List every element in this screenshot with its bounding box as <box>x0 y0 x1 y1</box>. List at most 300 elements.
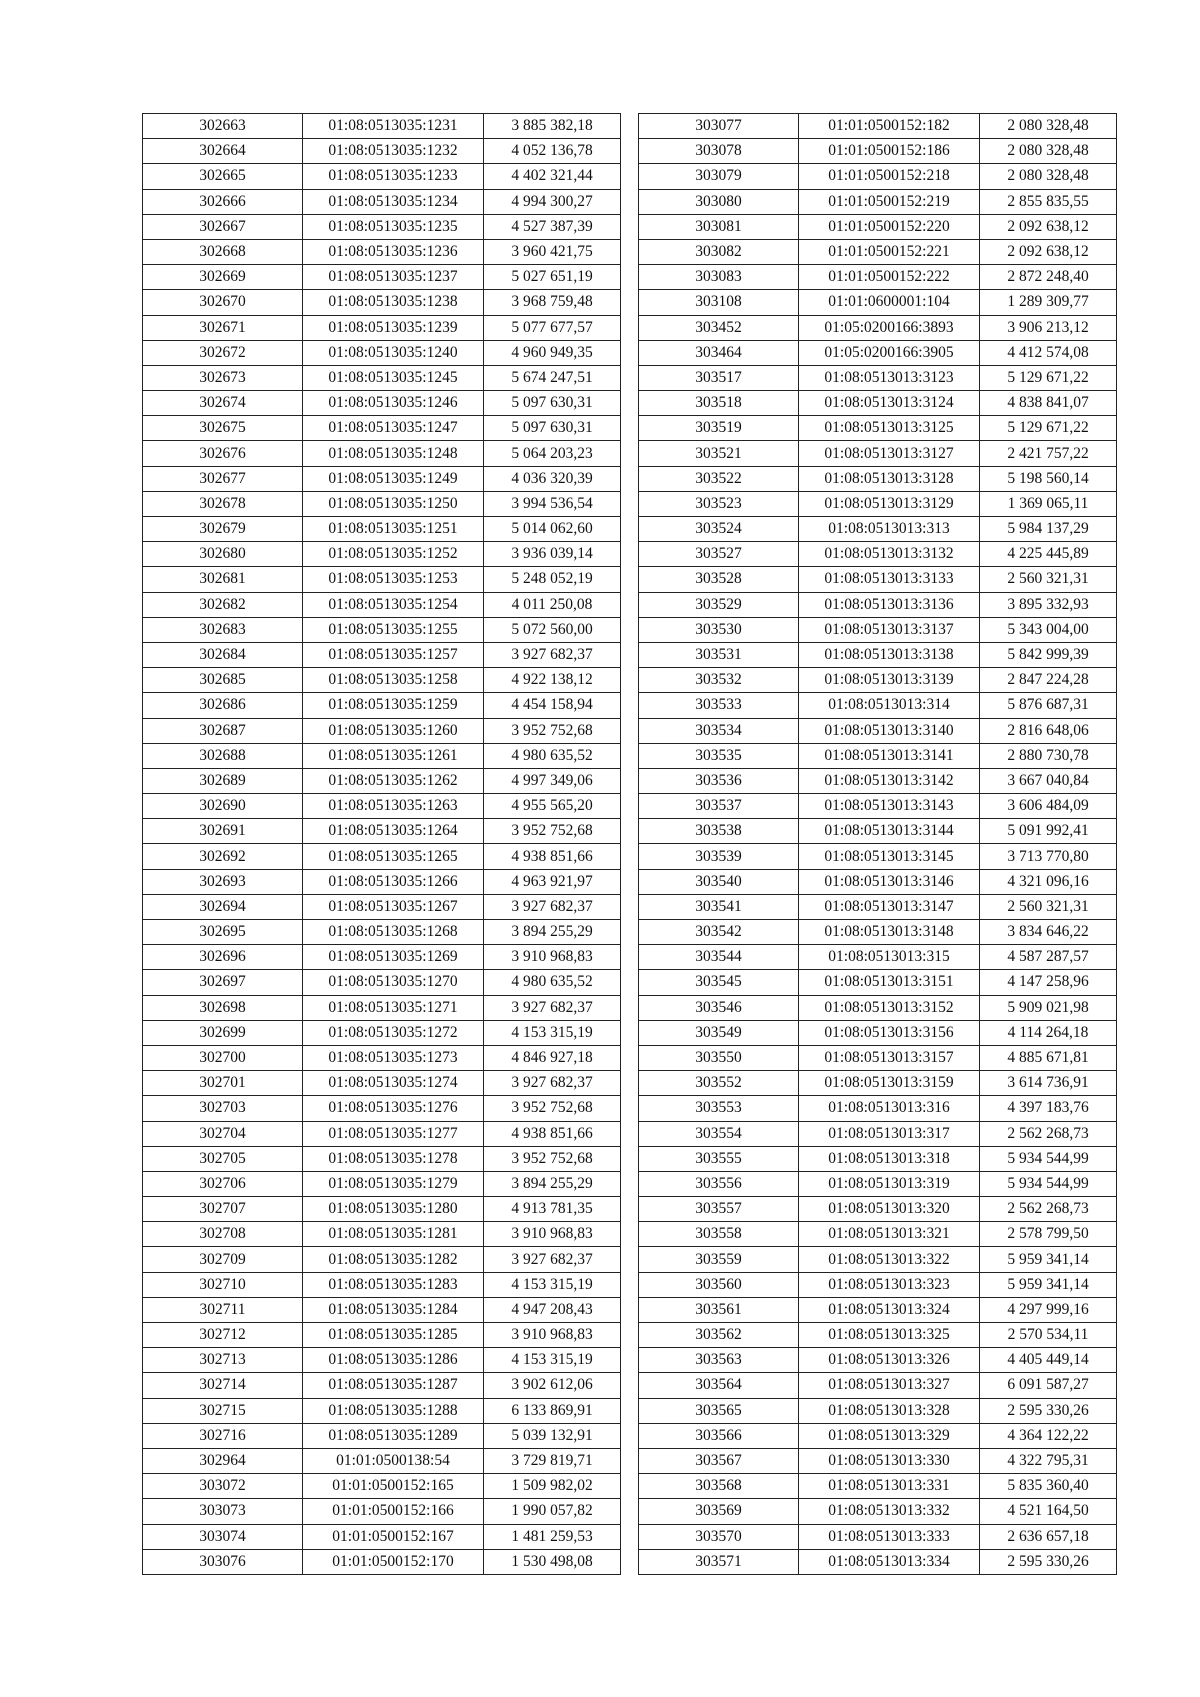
value-cell: 2 595 330,26 <box>980 1549 1117 1574</box>
table-row <box>143 642 621 667</box>
code-cell: 303563 <box>639 1348 799 1373</box>
table-row <box>639 1524 1117 1549</box>
cadastral-number-cell: 01:08:0513013:3151 <box>799 970 980 995</box>
code-cell: 303538 <box>639 819 799 844</box>
value-cell: 5 198 560,14 <box>980 466 1117 491</box>
code-cell: 303540 <box>639 869 799 894</box>
code-cell: 303534 <box>639 718 799 743</box>
value-cell: 4 454 158,94 <box>484 693 621 718</box>
right-table <box>638 113 1117 1575</box>
value-cell: 2 636 657,18 <box>980 1524 1117 1549</box>
code-cell: 302707 <box>143 1197 303 1222</box>
cadastral-number-cell: 01:08:0513035:1245 <box>303 365 484 390</box>
code-cell: 303542 <box>639 920 799 945</box>
table-row <box>143 819 621 844</box>
code-cell: 303079 <box>639 164 799 189</box>
code-cell: 303535 <box>639 743 799 768</box>
value-cell: 3 614 736,91 <box>980 1071 1117 1096</box>
cadastral-number-cell: 01:08:0513013:3156 <box>799 1020 980 1045</box>
table-row <box>143 1398 621 1423</box>
table-row <box>143 668 621 693</box>
table-row <box>639 1096 1117 1121</box>
code-cell: 302714 <box>143 1373 303 1398</box>
value-cell: 2 092 638,12 <box>980 214 1117 239</box>
cadastral-number-cell: 01:08:0513013:330 <box>799 1448 980 1473</box>
value-cell: 1 530 498,08 <box>484 1549 621 1574</box>
table-row <box>143 1197 621 1222</box>
value-cell: 1 289 309,77 <box>980 290 1117 315</box>
value-cell: 4 587 287,57 <box>980 945 1117 970</box>
cadastral-number-cell: 01:08:0513035:1280 <box>303 1197 484 1222</box>
code-cell: 303080 <box>639 189 799 214</box>
code-cell: 302692 <box>143 844 303 869</box>
cadastral-number-cell: 01:08:0513013:3127 <box>799 441 980 466</box>
code-cell: 302676 <box>143 441 303 466</box>
value-cell: 2 080 328,48 <box>980 139 1117 164</box>
code-cell: 303464 <box>639 340 799 365</box>
cadastral-number-cell: 01:08:0513035:1249 <box>303 466 484 491</box>
table-row <box>143 340 621 365</box>
cadastral-number-cell: 01:08:0513035:1250 <box>303 491 484 516</box>
right-table-body <box>639 114 1117 1575</box>
code-cell: 303082 <box>639 239 799 264</box>
cadastral-number-cell: 01:08:0513035:1263 <box>303 794 484 819</box>
code-cell: 303559 <box>639 1247 799 1272</box>
code-cell: 303108 <box>639 290 799 315</box>
table-row <box>143 239 621 264</box>
cadastral-number-cell: 01:08:0513013:317 <box>799 1121 980 1146</box>
table-row <box>639 517 1117 542</box>
value-cell: 2 578 799,50 <box>980 1222 1117 1247</box>
cadastral-number-cell: 01:08:0513013:325 <box>799 1323 980 1348</box>
table-row <box>639 1398 1117 1423</box>
cadastral-number-cell: 01:01:0500152:167 <box>303 1524 484 1549</box>
code-cell: 302705 <box>143 1146 303 1171</box>
code-cell: 302678 <box>143 491 303 516</box>
value-cell: 4 980 635,52 <box>484 743 621 768</box>
code-cell: 303529 <box>639 592 799 617</box>
cadastral-number-cell: 01:08:0513035:1269 <box>303 945 484 970</box>
value-cell: 5 072 560,00 <box>484 617 621 642</box>
value-cell: 5 959 341,14 <box>980 1247 1117 1272</box>
table-row <box>143 1549 621 1574</box>
value-cell: 4 364 122,22 <box>980 1423 1117 1448</box>
cadastral-number-cell: 01:08:0513013:331 <box>799 1474 980 1499</box>
value-cell: 4 321 096,16 <box>980 869 1117 894</box>
code-cell: 303552 <box>639 1071 799 1096</box>
code-cell: 303518 <box>639 391 799 416</box>
value-cell: 3 960 421,75 <box>484 239 621 264</box>
cadastral-number-cell: 01:08:0513013:3157 <box>799 1045 980 1070</box>
cadastral-number-cell: 01:08:0513035:1255 <box>303 617 484 642</box>
table-row <box>143 441 621 466</box>
code-cell: 303527 <box>639 542 799 567</box>
code-cell: 303570 <box>639 1524 799 1549</box>
table-row <box>143 617 621 642</box>
table-row <box>639 1020 1117 1045</box>
code-cell: 303536 <box>639 768 799 793</box>
cadastral-number-cell: 01:08:0513013:3146 <box>799 869 980 894</box>
value-cell: 4 036 320,39 <box>484 466 621 491</box>
table-row <box>639 567 1117 592</box>
table-row <box>639 920 1117 945</box>
cadastral-number-cell: 01:01:0500152:166 <box>303 1499 484 1524</box>
cadastral-number-cell: 01:08:0513013:334 <box>799 1549 980 1574</box>
table-row <box>639 743 1117 768</box>
value-cell: 1 509 982,02 <box>484 1474 621 1499</box>
value-cell: 4 838 841,07 <box>980 391 1117 416</box>
value-cell: 4 225 445,89 <box>980 542 1117 567</box>
code-cell: 302671 <box>143 315 303 340</box>
table-row <box>143 1373 621 1398</box>
code-cell: 302677 <box>143 466 303 491</box>
cadastral-number-cell: 01:08:0513013:314 <box>799 693 980 718</box>
value-cell: 5 097 630,31 <box>484 391 621 416</box>
table-row <box>143 542 621 567</box>
code-cell: 303541 <box>639 894 799 919</box>
table-row <box>143 1247 621 1272</box>
value-cell: 5 934 544,99 <box>980 1171 1117 1196</box>
value-cell: 5 909 021,98 <box>980 995 1117 1020</box>
cadastral-number-cell: 01:08:0513035:1248 <box>303 441 484 466</box>
code-cell: 303560 <box>639 1272 799 1297</box>
value-cell: 2 560 321,31 <box>980 567 1117 592</box>
value-cell: 4 960 949,35 <box>484 340 621 365</box>
value-cell: 4 322 795,31 <box>980 1448 1117 1473</box>
table-row <box>143 567 621 592</box>
code-cell: 303081 <box>639 214 799 239</box>
value-cell: 4 955 565,20 <box>484 794 621 819</box>
code-cell: 303558 <box>639 1222 799 1247</box>
cadastral-number-cell: 01:08:0513013:3129 <box>799 491 980 516</box>
value-cell: 1 369 065,11 <box>980 491 1117 516</box>
code-cell: 302700 <box>143 1045 303 1070</box>
value-cell: 2 816 648,06 <box>980 718 1117 743</box>
value-cell: 1 481 259,53 <box>484 1524 621 1549</box>
value-cell: 4 980 635,52 <box>484 970 621 995</box>
cadastral-number-cell: 01:08:0513035:1262 <box>303 768 484 793</box>
value-cell: 3 927 682,37 <box>484 1247 621 1272</box>
cadastral-number-cell: 01:08:0513013:3132 <box>799 542 980 567</box>
table-row <box>639 491 1117 516</box>
cadastral-number-cell: 01:08:0513013:3138 <box>799 642 980 667</box>
code-cell: 302693 <box>143 869 303 894</box>
code-cell: 303554 <box>639 1121 799 1146</box>
cadastral-number-cell: 01:08:0513013:3139 <box>799 668 980 693</box>
cadastral-number-cell: 01:08:0513013:3124 <box>799 391 980 416</box>
table-row <box>143 1448 621 1473</box>
code-cell: 303528 <box>639 567 799 592</box>
code-cell: 302682 <box>143 592 303 617</box>
table-row <box>143 1423 621 1448</box>
cadastral-number-cell: 01:08:0513035:1238 <box>303 290 484 315</box>
value-cell: 4 846 927,18 <box>484 1045 621 1070</box>
code-cell: 302663 <box>143 114 303 139</box>
value-cell: 4 947 208,43 <box>484 1297 621 1322</box>
code-cell: 302672 <box>143 340 303 365</box>
value-cell: 3 968 759,48 <box>484 290 621 315</box>
table-row <box>639 365 1117 390</box>
cadastral-number-cell: 01:08:0513013:3136 <box>799 592 980 617</box>
cadastral-number-cell: 01:01:0500152:221 <box>799 239 980 264</box>
value-cell: 3 894 255,29 <box>484 920 621 945</box>
code-cell: 302699 <box>143 1020 303 1045</box>
code-cell: 302701 <box>143 1071 303 1096</box>
value-cell: 5 129 671,22 <box>980 365 1117 390</box>
cadastral-number-cell: 01:08:0513013:322 <box>799 1247 980 1272</box>
value-cell: 2 080 328,48 <box>980 164 1117 189</box>
cadastral-number-cell: 01:01:0500152:182 <box>799 114 980 139</box>
value-cell: 3 906 213,12 <box>980 315 1117 340</box>
code-cell: 303533 <box>639 693 799 718</box>
cadastral-number-cell: 01:08:0513035:1231 <box>303 114 484 139</box>
table-row <box>143 315 621 340</box>
value-cell: 4 405 449,14 <box>980 1348 1117 1373</box>
value-cell: 4 402 321,44 <box>484 164 621 189</box>
table-row <box>639 869 1117 894</box>
table-row <box>143 1524 621 1549</box>
code-cell: 303531 <box>639 642 799 667</box>
cadastral-number-cell: 01:08:0513013:321 <box>799 1222 980 1247</box>
table-row <box>143 1272 621 1297</box>
value-cell: 4 922 138,12 <box>484 668 621 693</box>
value-cell: 2 880 730,78 <box>980 743 1117 768</box>
code-cell: 303517 <box>639 365 799 390</box>
cadastral-number-cell: 01:08:0513035:1232 <box>303 139 484 164</box>
value-cell: 5 129 671,22 <box>980 416 1117 441</box>
code-cell: 302695 <box>143 920 303 945</box>
cadastral-number-cell: 01:08:0513035:1264 <box>303 819 484 844</box>
table-row <box>639 1474 1117 1499</box>
cadastral-number-cell: 01:08:0513035:1276 <box>303 1096 484 1121</box>
table-row <box>143 1474 621 1499</box>
table-row <box>143 1323 621 1348</box>
cadastral-number-cell: 01:01:0500152:222 <box>799 265 980 290</box>
value-cell: 3 729 819,71 <box>484 1448 621 1473</box>
table-row <box>143 365 621 390</box>
table-row <box>639 592 1117 617</box>
value-cell: 3 834 646,22 <box>980 920 1117 945</box>
table-row <box>143 743 621 768</box>
left-table <box>142 113 621 1575</box>
code-cell: 302715 <box>143 1398 303 1423</box>
value-cell: 4 153 315,19 <box>484 1272 621 1297</box>
table-row <box>639 315 1117 340</box>
value-cell: 2 562 268,73 <box>980 1197 1117 1222</box>
cadastral-number-cell: 01:08:0513035:1277 <box>303 1121 484 1146</box>
value-cell: 2 855 835,55 <box>980 189 1117 214</box>
code-cell: 303557 <box>639 1197 799 1222</box>
table-row <box>639 214 1117 239</box>
cadastral-number-cell: 01:08:0513035:1281 <box>303 1222 484 1247</box>
value-cell: 5 876 687,31 <box>980 693 1117 718</box>
value-cell: 4 114 264,18 <box>980 1020 1117 1045</box>
value-cell: 3 910 968,83 <box>484 1222 621 1247</box>
table-row <box>639 970 1117 995</box>
table-row <box>143 1146 621 1171</box>
table-row <box>639 1373 1117 1398</box>
table-row <box>143 844 621 869</box>
cadastral-number-cell: 01:08:0513013:327 <box>799 1373 980 1398</box>
cadastral-number-cell: 01:08:0513035:1286 <box>303 1348 484 1373</box>
code-cell: 302698 <box>143 995 303 1020</box>
value-cell: 4 412 574,08 <box>980 340 1117 365</box>
table-row <box>639 668 1117 693</box>
value-cell: 3 606 484,09 <box>980 794 1117 819</box>
code-cell: 303564 <box>639 1373 799 1398</box>
value-cell: 4 527 387,39 <box>484 214 621 239</box>
table-row <box>639 642 1117 667</box>
cadastral-number-cell: 01:08:0513013:3123 <box>799 365 980 390</box>
code-cell: 302665 <box>143 164 303 189</box>
code-cell: 303553 <box>639 1096 799 1121</box>
value-cell: 4 938 851,66 <box>484 844 621 869</box>
cadastral-number-cell: 01:08:0513013:324 <box>799 1297 980 1322</box>
code-cell: 303539 <box>639 844 799 869</box>
value-cell: 5 064 203,23 <box>484 441 621 466</box>
cadastral-number-cell: 01:08:0513013:3152 <box>799 995 980 1020</box>
code-cell: 303074 <box>143 1524 303 1549</box>
code-cell: 303523 <box>639 491 799 516</box>
cadastral-number-cell: 01:08:0513035:1266 <box>303 869 484 894</box>
code-cell: 303561 <box>639 1297 799 1322</box>
value-cell: 3 927 682,37 <box>484 1071 621 1096</box>
code-cell: 302683 <box>143 617 303 642</box>
table-row <box>639 1071 1117 1096</box>
value-cell: 2 092 638,12 <box>980 239 1117 264</box>
table-row <box>639 542 1117 567</box>
code-cell: 302680 <box>143 542 303 567</box>
code-cell: 303530 <box>639 617 799 642</box>
code-cell: 302710 <box>143 1272 303 1297</box>
table-row <box>639 768 1117 793</box>
cadastral-number-cell: 01:08:0513013:3143 <box>799 794 980 819</box>
cadastral-number-cell: 01:08:0513013:318 <box>799 1146 980 1171</box>
code-cell: 302711 <box>143 1297 303 1322</box>
table-row <box>143 592 621 617</box>
value-cell: 3 713 770,80 <box>980 844 1117 869</box>
code-cell: 303566 <box>639 1423 799 1448</box>
code-cell: 303549 <box>639 1020 799 1045</box>
table-row <box>143 416 621 441</box>
value-cell: 2 080 328,48 <box>980 114 1117 139</box>
code-cell: 302690 <box>143 794 303 819</box>
value-cell: 2 421 757,22 <box>980 441 1117 466</box>
table-row <box>143 290 621 315</box>
table-row <box>639 894 1117 919</box>
table-row <box>639 239 1117 264</box>
value-cell: 2 570 534,11 <box>980 1323 1117 1348</box>
table-row <box>639 114 1117 139</box>
cadastral-number-cell: 01:08:0513035:1278 <box>303 1146 484 1171</box>
table-row <box>143 794 621 819</box>
table-row <box>143 139 621 164</box>
value-cell: 5 934 544,99 <box>980 1146 1117 1171</box>
value-cell: 5 842 999,39 <box>980 642 1117 667</box>
cadastral-number-cell: 01:08:0513035:1267 <box>303 894 484 919</box>
table-row <box>639 1146 1117 1171</box>
value-cell: 3 902 612,06 <box>484 1373 621 1398</box>
table-row <box>143 1171 621 1196</box>
cadastral-number-cell: 01:08:0513035:1237 <box>303 265 484 290</box>
code-cell: 302670 <box>143 290 303 315</box>
table-row <box>143 945 621 970</box>
code-cell: 303565 <box>639 1398 799 1423</box>
code-cell: 303077 <box>639 114 799 139</box>
code-cell: 302664 <box>143 139 303 164</box>
code-cell: 302688 <box>143 743 303 768</box>
cadastral-number-cell: 01:01:0500152:218 <box>799 164 980 189</box>
code-cell: 303537 <box>639 794 799 819</box>
table-row <box>639 1499 1117 1524</box>
value-cell: 4 147 258,96 <box>980 970 1117 995</box>
cadastral-number-cell: 01:08:0513035:1236 <box>303 239 484 264</box>
cadastral-number-cell: 01:08:0513013:326 <box>799 1348 980 1373</box>
code-cell: 302704 <box>143 1121 303 1146</box>
cadastral-number-cell: 01:08:0513013:329 <box>799 1423 980 1448</box>
table-row <box>639 718 1117 743</box>
code-cell: 303072 <box>143 1474 303 1499</box>
table-row <box>143 768 621 793</box>
cadastral-number-cell: 01:08:0513013:3141 <box>799 743 980 768</box>
cadastral-number-cell: 01:08:0513035:1257 <box>303 642 484 667</box>
code-cell: 303545 <box>639 970 799 995</box>
code-cell: 302689 <box>143 768 303 793</box>
code-cell: 303078 <box>639 139 799 164</box>
value-cell: 4 011 250,08 <box>484 592 621 617</box>
value-cell: 3 994 536,54 <box>484 491 621 516</box>
table-row <box>639 1549 1117 1574</box>
cadastral-number-cell: 01:01:0600001:104 <box>799 290 980 315</box>
cadastral-number-cell: 01:01:0500152:165 <box>303 1474 484 1499</box>
table-row <box>639 1323 1117 1348</box>
code-cell: 303524 <box>639 517 799 542</box>
cadastral-number-cell: 01:08:0513035:1273 <box>303 1045 484 1070</box>
table-row <box>143 517 621 542</box>
code-cell: 302706 <box>143 1171 303 1196</box>
table-row <box>639 1197 1117 1222</box>
table-row <box>143 1222 621 1247</box>
cadastral-number-cell: 01:08:0513035:1284 <box>303 1297 484 1322</box>
cadastral-number-cell: 01:08:0513035:1253 <box>303 567 484 592</box>
table-row <box>143 693 621 718</box>
table-row <box>143 391 621 416</box>
cadastral-number-cell: 01:08:0513013:3159 <box>799 1071 980 1096</box>
table-row <box>639 164 1117 189</box>
cadastral-number-cell: 01:08:0513035:1246 <box>303 391 484 416</box>
code-cell: 302697 <box>143 970 303 995</box>
table-row <box>639 617 1117 642</box>
cadastral-number-cell: 01:08:0513035:1254 <box>303 592 484 617</box>
code-cell: 302669 <box>143 265 303 290</box>
value-cell: 4 153 315,19 <box>484 1020 621 1045</box>
cadastral-number-cell: 01:08:0513013:332 <box>799 1499 980 1524</box>
cadastral-number-cell: 01:08:0513013:3128 <box>799 466 980 491</box>
value-cell: 3 894 255,29 <box>484 1171 621 1196</box>
table-row <box>143 265 621 290</box>
cadastral-number-cell: 01:08:0513035:1252 <box>303 542 484 567</box>
table-row <box>639 794 1117 819</box>
value-cell: 4 153 315,19 <box>484 1348 621 1373</box>
cadastral-number-cell: 01:08:0513013:316 <box>799 1096 980 1121</box>
code-cell: 302712 <box>143 1323 303 1348</box>
cadastral-number-cell: 01:08:0513013:3133 <box>799 567 980 592</box>
code-cell: 303556 <box>639 1171 799 1196</box>
value-cell: 2 595 330,26 <box>980 1398 1117 1423</box>
cadastral-number-cell: 01:08:0513035:1282 <box>303 1247 484 1272</box>
value-cell: 3 952 752,68 <box>484 819 621 844</box>
cadastral-number-cell: 01:08:0513035:1272 <box>303 1020 484 1045</box>
